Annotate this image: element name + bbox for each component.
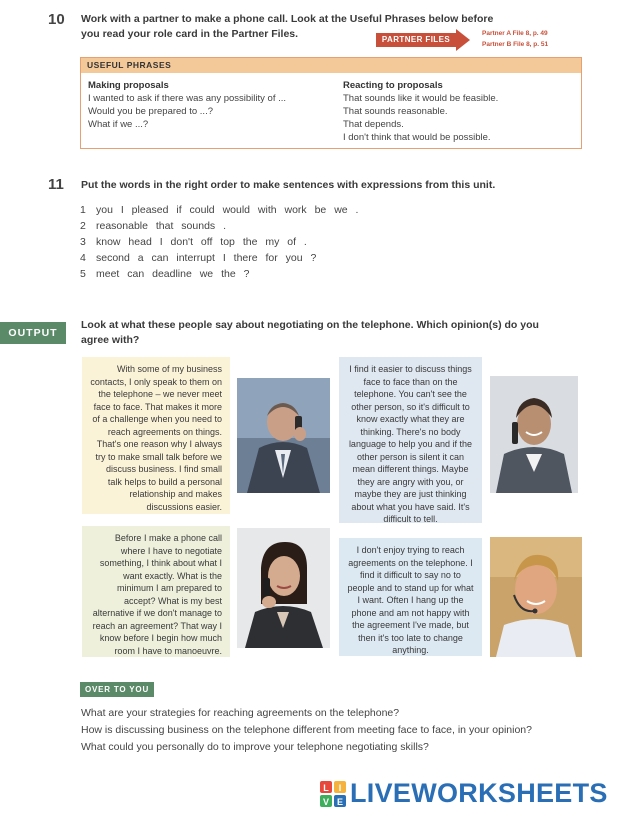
exercise-11-instruction: Put the words in the right order to make sentences with expressions from this unit. xyxy=(81,179,496,191)
making-proposals-line: Would you be prepared to ...? xyxy=(88,106,213,117)
opinion-quote-3: Before I make a phone call where I have to negotiate something, I think about what I want exactly. What is the minimum I am prepared to accept? What is my best alternative if we don't manage to reach an agreement? That way I know before I begin how much room I have to manoeuvre. xyxy=(82,526,230,657)
output-instruction xyxy=(81,318,571,348)
headset-man-photo-icon xyxy=(490,537,582,657)
item-text: know head I don't off top the my of . xyxy=(96,236,307,248)
svg-text:I: I xyxy=(338,783,342,793)
exercise-11-item xyxy=(80,220,226,232)
item-text: you I pleased if could would with work be we . xyxy=(96,204,359,216)
output-instruction-line2: agree with? xyxy=(81,334,140,346)
item-number: 4 xyxy=(80,252,86,264)
item-number: 5 xyxy=(80,268,86,280)
item-number: 2 xyxy=(80,220,86,232)
exercise-11-item xyxy=(80,236,307,248)
businessman-photo xyxy=(237,378,330,493)
partner-b-reference: Partner B File 8, p. 51 xyxy=(482,41,549,48)
partner-files-tag: PARTNER FILES xyxy=(376,33,456,47)
svg-text:L: L xyxy=(323,783,329,793)
exercise-11-number: 11 xyxy=(48,176,64,193)
useful-phrases-box xyxy=(80,57,582,149)
reacting-proposals-line: That depends. xyxy=(343,119,404,130)
reacting-proposals-line: That sounds like it would be feasible. xyxy=(343,93,499,104)
discussion-question: What could you personally do to improve your telephone negotiating skills? xyxy=(81,741,429,753)
partner-a-reference: Partner A File 8, p. 49 xyxy=(482,30,548,37)
young-man-photo xyxy=(490,376,578,493)
businesswoman-photo-icon xyxy=(237,528,330,648)
liveworksheets-brand: LIVEWORKSHEETS xyxy=(350,778,608,808)
reacting-proposals-line: I don't think that would be possible. xyxy=(343,132,491,143)
exercise-10-instruction-line1: Work with a partner to make a phone call. Look at the Useful Phrases below before xyxy=(81,13,494,25)
reacting-proposals-line: That sounds reasonable. xyxy=(343,106,448,117)
discussion-question: How is discussing business on the telephone different from meeting face to face, in your opinion? xyxy=(81,724,532,736)
businessman-photo-icon xyxy=(237,378,330,493)
businesswoman-photo xyxy=(237,528,330,648)
discussion-question: What are your strategies for reaching agreements on the telephone? xyxy=(81,707,400,719)
partner-files-arrow-icon xyxy=(456,29,470,51)
item-text: reasonable that sounds . xyxy=(96,220,226,232)
making-proposals-column xyxy=(88,79,328,131)
making-proposals-heading: Making proposals xyxy=(88,80,169,91)
svg-text:V: V xyxy=(322,797,330,807)
opinion-quote-1: With some of my business contacts, I only speak to them on the telephone – we never meet face to face. That makes it more of a challenge when you need to reach agreements on things. That's one reason why I always try to make small talk before we discuss business. I find small talk helps to build a personal relationship and makes discussions easier. xyxy=(82,357,230,514)
opinion-quote-2: I find it easier to discuss things face to face than on the telephone. You can't see the other person, so it's difficult to know exactly what they are thinking. There's no body language to help you and if the other person is silent it can mean different things. Maybe they are angry with you, or maybe they are just thinking about what you have said. It's difficult to tell. xyxy=(339,357,482,523)
output-instruction-line1: Look at what these people say about negotiating on the telephone. Which opinion(s) do you xyxy=(81,319,539,331)
over-to-you-tab: OVER TO YOU xyxy=(80,682,154,697)
useful-phrases-title: USEFUL PHRASES xyxy=(81,58,581,73)
exercise-10-instruction-line2: you read your role card in the Partner Files. xyxy=(81,28,299,40)
reacting-proposals-heading: Reacting to proposals xyxy=(343,80,443,91)
liveworksheets-logo-icon xyxy=(318,779,348,814)
exercise-11-item xyxy=(80,252,316,264)
making-proposals-line: What if we ...? xyxy=(88,119,149,130)
item-text: second a can interrupt I there for you ? xyxy=(96,252,317,264)
exercise-11-item xyxy=(80,268,249,280)
opinion-quote-4: I don't enjoy trying to reach agreements on the telephone. I find it difficult to say no to people and to stand up for what I want. Often I hang up the phone and am not happy with the agreement I've made, but then it's too late to change anything. xyxy=(339,538,482,656)
exercise-11-item xyxy=(80,204,358,216)
item-text: meet can deadline we the ? xyxy=(96,268,250,280)
reacting-proposals-column xyxy=(343,79,573,144)
young-man-photo-icon xyxy=(490,376,578,493)
output-tab: OUTPUT xyxy=(0,322,66,344)
item-number: 1 xyxy=(80,204,86,216)
item-number: 3 xyxy=(80,236,86,248)
exercise-10-number: 10 xyxy=(48,11,65,28)
svg-text:E: E xyxy=(336,797,344,807)
headset-man-photo xyxy=(490,537,582,657)
making-proposals-line: I wanted to ask if there was any possibility of ... xyxy=(88,93,287,104)
